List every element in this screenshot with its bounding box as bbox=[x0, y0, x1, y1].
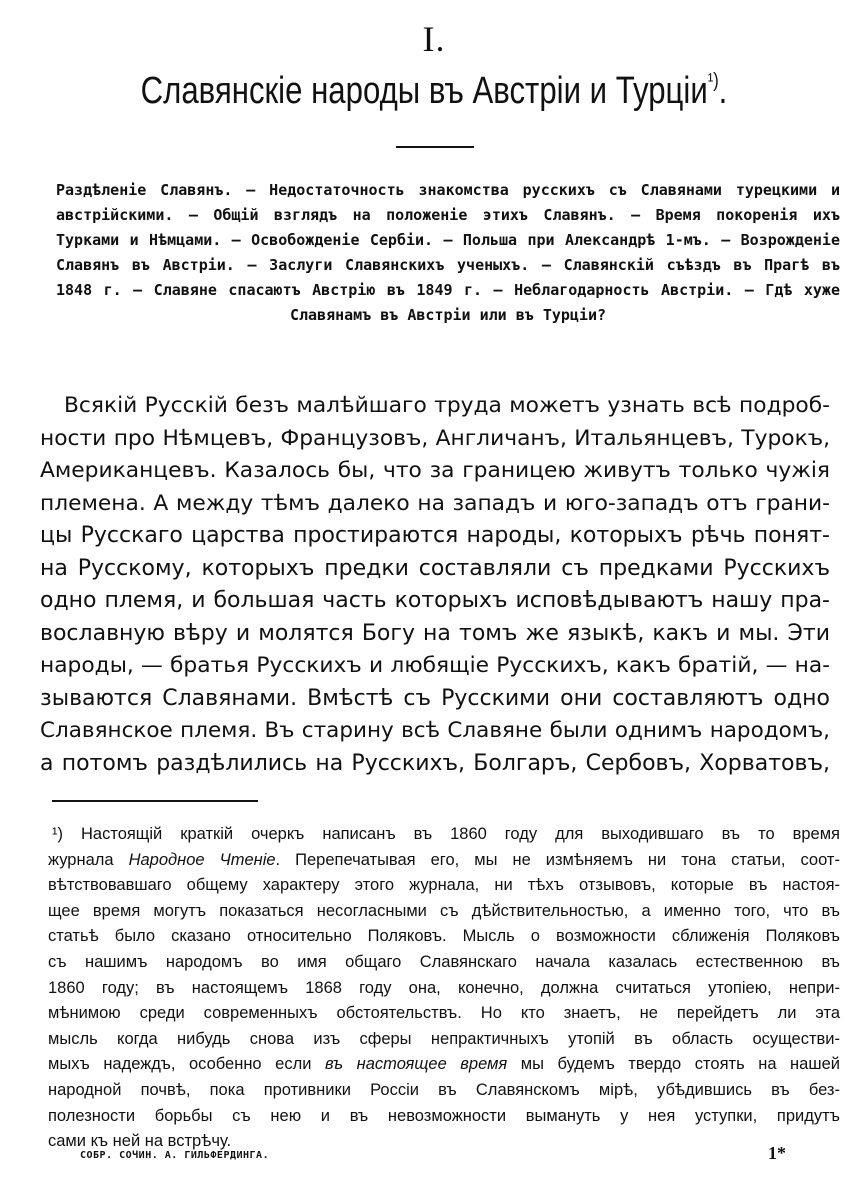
body-line: Славянское племя. Въ старину всѣ Славяне были однимъ народомъ, bbox=[40, 718, 830, 743]
footnote-line-text: мы будемъ твердо стоять на нашей bbox=[507, 1055, 840, 1074]
body-line: цы Русскаго царства простираются народы, которыхъ рѣчь понят- bbox=[40, 523, 830, 548]
footnote-line: полезности борьбы съ нею и въ невозможности вымануть у нея уступки, придутъ bbox=[48, 1106, 840, 1125]
body-line: вославную вѣру и молятся Богу на томъ же языкѣ, какъ и мы. Эти bbox=[40, 620, 830, 646]
footnote bbox=[48, 822, 840, 1155]
body-line: зываются Славянами. Вмѣстѣ съ Русскими они составляютъ одно bbox=[40, 685, 830, 711]
footnote-line: мысль когда нибудь снова изъ сферы непрактичныхъ утопiй въ область осуществи- bbox=[48, 1029, 840, 1048]
body-line: племена. А между тѣмъ далеко на западъ и юго-западъ отъ грани- bbox=[40, 490, 830, 516]
footnote-mark: ¹) bbox=[52, 825, 63, 843]
footnote-separator bbox=[52, 800, 258, 802]
body-line: Всякiй Русскiй безъ малѣйшаго труда можетъ узнать всѣ подроб- bbox=[64, 393, 830, 418]
body-line: Американцевъ. Казалось бы, что за границею живутъ только чужiя bbox=[40, 458, 830, 483]
footnote-line bbox=[48, 822, 840, 848]
footnote-line-text: журнала bbox=[48, 850, 129, 869]
footnote-line: статьѣ было сказано относительно Поляковъ. Мысль о возможности сближенiя Поляковъ bbox=[48, 927, 840, 946]
chapter-synopsis: Раздѣленiе Славянъ. — Недостаточность знакомства русскихъ съ Славянами турецкими и австрiйскими. — Общiй взглядъ на положенiе этихъ Славянъ. — Время покоренiя ихъ Турками и Нѣмцами. — Освобожденiе Сербiи. — Польша при Александрѣ 1-мъ. — Возрожденiе Славянъ въ Австрiи. — Заслуги Славянскихъ ученыхъ. — Славянскiй съѣздъ въ Прагѣ въ 1848 г. — Славяне спасаютъ Австрiю въ 1849 г. — Неблагодарность Австрiи. — Гдѣ хуже Славянамъ въ Австрiи или въ Турцiи? bbox=[56, 181, 840, 324]
body-line: одно племя, и большая часть которыхъ исповѣдываютъ нашу пра- bbox=[40, 588, 830, 613]
body-line: ности про Нѣмцевъ, Французовъ, Англичанъ, Итальянцевъ, Турокъ, bbox=[40, 425, 830, 451]
footnote-line-text: мыхъ надеждъ, особенно если bbox=[48, 1055, 325, 1074]
title-divider bbox=[396, 146, 474, 148]
printer-signature: СОБР. СОЧИН. А. ГИЛЬФЕРДИНГА. bbox=[80, 1150, 270, 1161]
footnote-line: вѣтствовавшаго общему характеру этого журнала, ни тѣхъ отзывовъ, которые въ настоя- bbox=[48, 876, 840, 895]
chapter-title: Славянскiе народы въ Австрiи и Турцiи$^{^1)}$. bbox=[140, 70, 728, 112]
footnote-line: мѣнимою среди современныхъ обстоятельствъ. Но кто знаетъ, не перейдетъ ли эта bbox=[48, 1004, 840, 1023]
body-line: народы, — братья Русскихъ и любящiе Русскихъ, какъ братiй, — на- bbox=[40, 653, 830, 678]
journal-title: Народное Чтенiе bbox=[128, 850, 276, 869]
body-line: а потомъ раздѣлились на Русскихъ, Болгаръ, Сербовъ, Хорватовъ, bbox=[40, 750, 830, 776]
footnote-line bbox=[48, 1052, 840, 1078]
chapter-title-text: Славянскiе народы въ Австрiи и Турцiи bbox=[140, 70, 708, 112]
footnote-line: щее время могутъ показаться несогласными съ дѣйствительностью, а именно того, что въ bbox=[48, 901, 840, 920]
emphasis-text: въ настоящее время bbox=[324, 1055, 508, 1074]
sheet-mark: 1* bbox=[768, 1143, 786, 1163]
footnote-line-text: . Перепечатывая его, мы не измѣняемъ ни тона статьи, соот- bbox=[275, 850, 840, 869]
footnote-line: народной почвѣ, пока противники Россiи въ Славянскомъ мiрѣ, убѣдившись въ без- bbox=[48, 1080, 840, 1099]
footnote-line: 1860 году; въ настоящемъ 1868 году она, конечно, должна считаться утопiею, непри- bbox=[48, 978, 840, 997]
body-paragraph bbox=[40, 390, 830, 780]
chapter-number: I. bbox=[422, 19, 446, 59]
footnote-line: съ нашимъ народомъ во имя общаго Славянскаго начала казалась естественною въ bbox=[48, 952, 840, 971]
body-line: на Русскому, которыхъ предки составляли съ предками Русскихъ bbox=[40, 555, 830, 581]
footnote-line: сами къ ней на встрѣчу. bbox=[48, 1132, 232, 1151]
title-footnote-mark: ¹) bbox=[707, 70, 719, 92]
footnote-line-text: Настоящiй краткiй очеркъ написанъ въ 1860 году для выходившаго въ то время bbox=[80, 825, 840, 843]
footnote-line bbox=[48, 848, 840, 874]
